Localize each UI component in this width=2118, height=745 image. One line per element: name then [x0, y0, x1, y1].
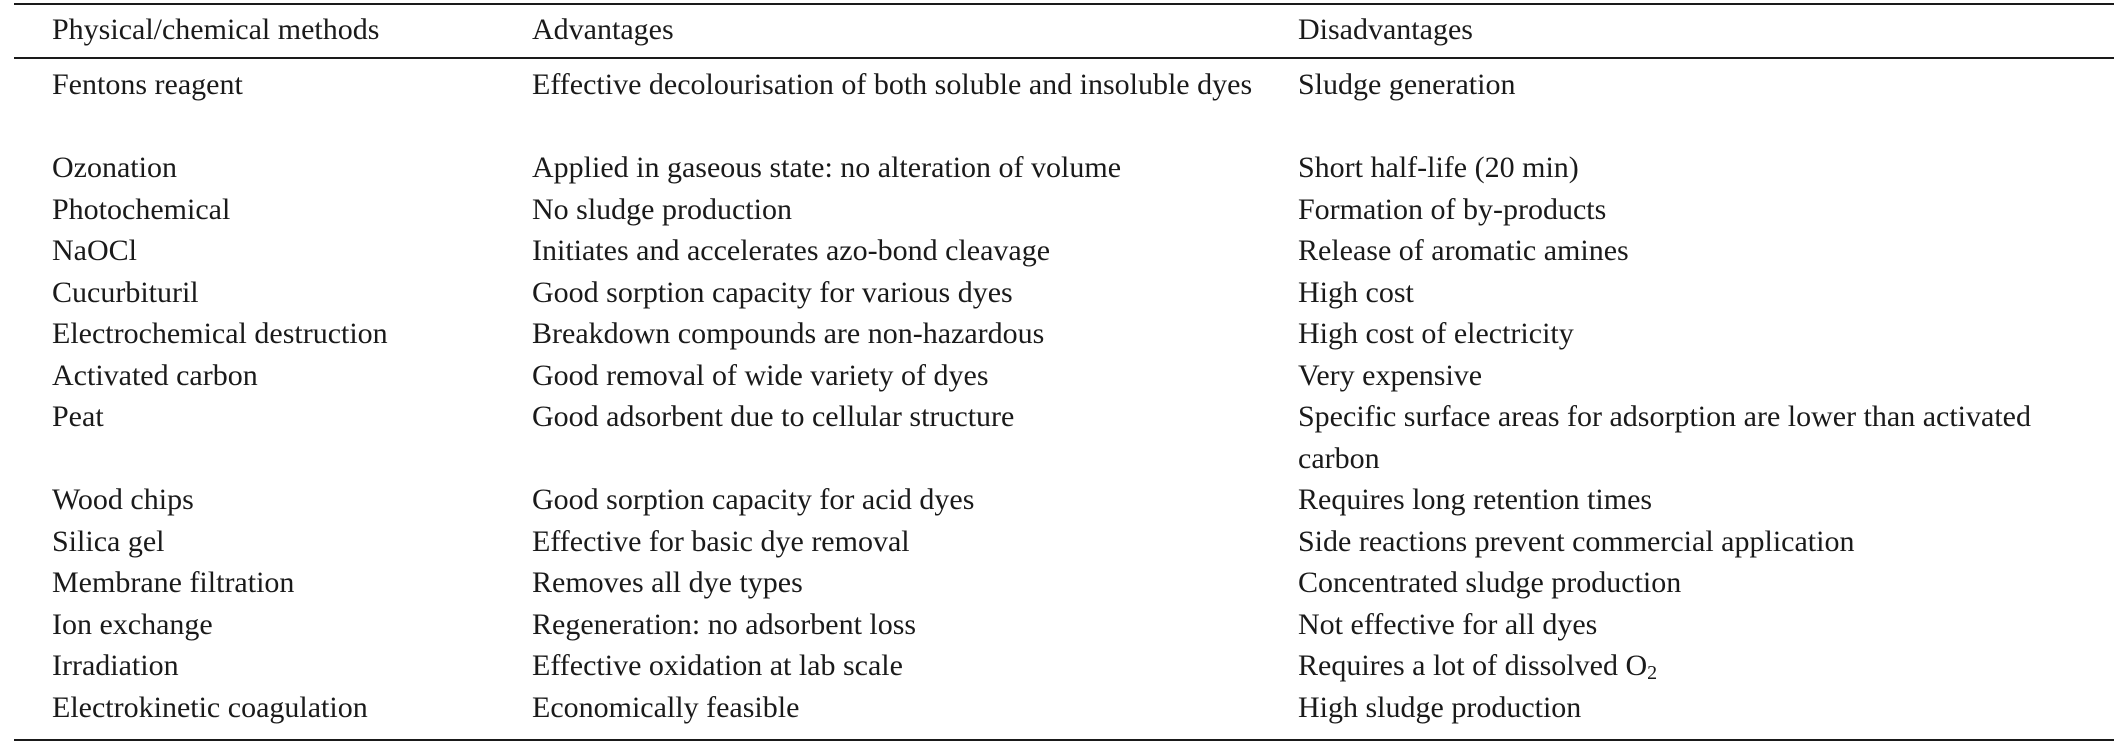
- table-row: [14, 479, 2114, 521]
- disadvantage-cell: Specific surface areas for adsorption are lower than activated carbon: [1298, 400, 2031, 475]
- subscript-two: 2: [1647, 662, 1658, 684]
- table-row: [14, 313, 2114, 355]
- disadvantage-cell: [1298, 645, 2078, 687]
- header-rule: [14, 57, 2114, 59]
- disadvantage-cell: High cost: [1298, 275, 1414, 309]
- table-row: [14, 230, 2114, 272]
- table-body: [14, 64, 2114, 728]
- method-cell: Membrane filtration: [52, 566, 295, 599]
- disadvantage-cell: Side reactions prevent commercial application: [1298, 524, 1855, 558]
- advantage-cell: No sludge production: [532, 192, 792, 226]
- advantage-cell: Breakdown compounds are non-hazardous: [532, 317, 1045, 350]
- disadvantage-cell: Release of aromatic amines: [1298, 234, 1629, 267]
- table-row: [14, 645, 2114, 687]
- method-cell: Cucurbituril: [52, 275, 199, 309]
- table-row: [14, 687, 2114, 729]
- advantage-cell: Effective decolourisation of both soluble and insoluble dyes: [532, 68, 1253, 101]
- advantage-cell: Good adsorbent due to cellular structure: [532, 400, 1015, 433]
- header-advantages: Advantages: [532, 13, 674, 46]
- advantage-cell: Economically feasible: [532, 690, 800, 724]
- top-rule: [14, 3, 2114, 5]
- method-cell: Ozonation: [52, 151, 177, 184]
- disadvantage-cell: Requires long retention times: [1298, 483, 1653, 516]
- header-methods: Physical/chemical methods: [52, 13, 380, 46]
- table-row: [14, 355, 2114, 397]
- header-disadvantages: Disadvantages: [1298, 13, 1473, 46]
- disadvantage-cell: Formation of by-products: [1298, 192, 1607, 226]
- advantage-cell: Good removal of wide variety of dyes: [532, 358, 989, 392]
- table-row: [14, 562, 2114, 604]
- table-row: [14, 147, 2114, 189]
- method-cell: Silica gel: [52, 524, 165, 558]
- disadvantage-cell: High sludge production: [1298, 690, 1582, 724]
- table-row: [14, 396, 2114, 479]
- disadvantage-cell: Sludge generation: [1298, 68, 1516, 101]
- method-cell: Peat: [52, 400, 104, 433]
- table-row: [14, 604, 2114, 646]
- advantage-cell: Good sorption capacity for various dyes: [532, 275, 1013, 309]
- disadvantage-cell: Concentrated sludge production: [1298, 566, 1682, 599]
- advantage-cell: Good sorption capacity for acid dyes: [532, 483, 975, 516]
- method-cell: Activated carbon: [52, 358, 258, 392]
- table-row: [14, 521, 2114, 563]
- table-row: [14, 272, 2114, 314]
- disadvantage-text: Requires a lot of dissolved O: [1298, 649, 1648, 682]
- advantage-cell: Initiates and accelerates azo-bond cleavage: [532, 234, 1051, 267]
- method-cell: Fentons reagent: [52, 68, 243, 101]
- method-cell: Irradiation: [52, 649, 179, 682]
- table-row: [14, 64, 2114, 147]
- disadvantage-cell: High cost of electricity: [1298, 317, 1574, 350]
- advantage-cell: Effective oxidation at lab scale: [532, 649, 903, 682]
- advantage-cell: Removes all dye types: [532, 566, 803, 599]
- table-header: [14, 8, 2114, 52]
- disadvantage-cell: Not effective for all dyes: [1298, 607, 1598, 641]
- advantage-cell: Regeneration: no adsorbent loss: [532, 607, 917, 641]
- advantage-cell: Effective for basic dye removal: [532, 524, 910, 558]
- method-cell: Wood chips: [52, 483, 194, 516]
- method-cell: NaOCl: [52, 234, 137, 267]
- advantage-cell: Applied in gaseous state: no alteration of volume: [532, 151, 1122, 184]
- method-cell: Electrochemical destruction: [52, 317, 388, 350]
- table-row: [14, 189, 2114, 231]
- method-cell: Ion exchange: [52, 607, 213, 641]
- method-cell: Electrokinetic coagulation: [52, 690, 368, 724]
- bottom-rule: [14, 739, 2114, 741]
- method-cell: Photochemical: [52, 192, 231, 226]
- disadvantage-cell: Very expensive: [1298, 358, 1483, 392]
- disadvantage-cell: Short half-life (20 min): [1298, 151, 1579, 184]
